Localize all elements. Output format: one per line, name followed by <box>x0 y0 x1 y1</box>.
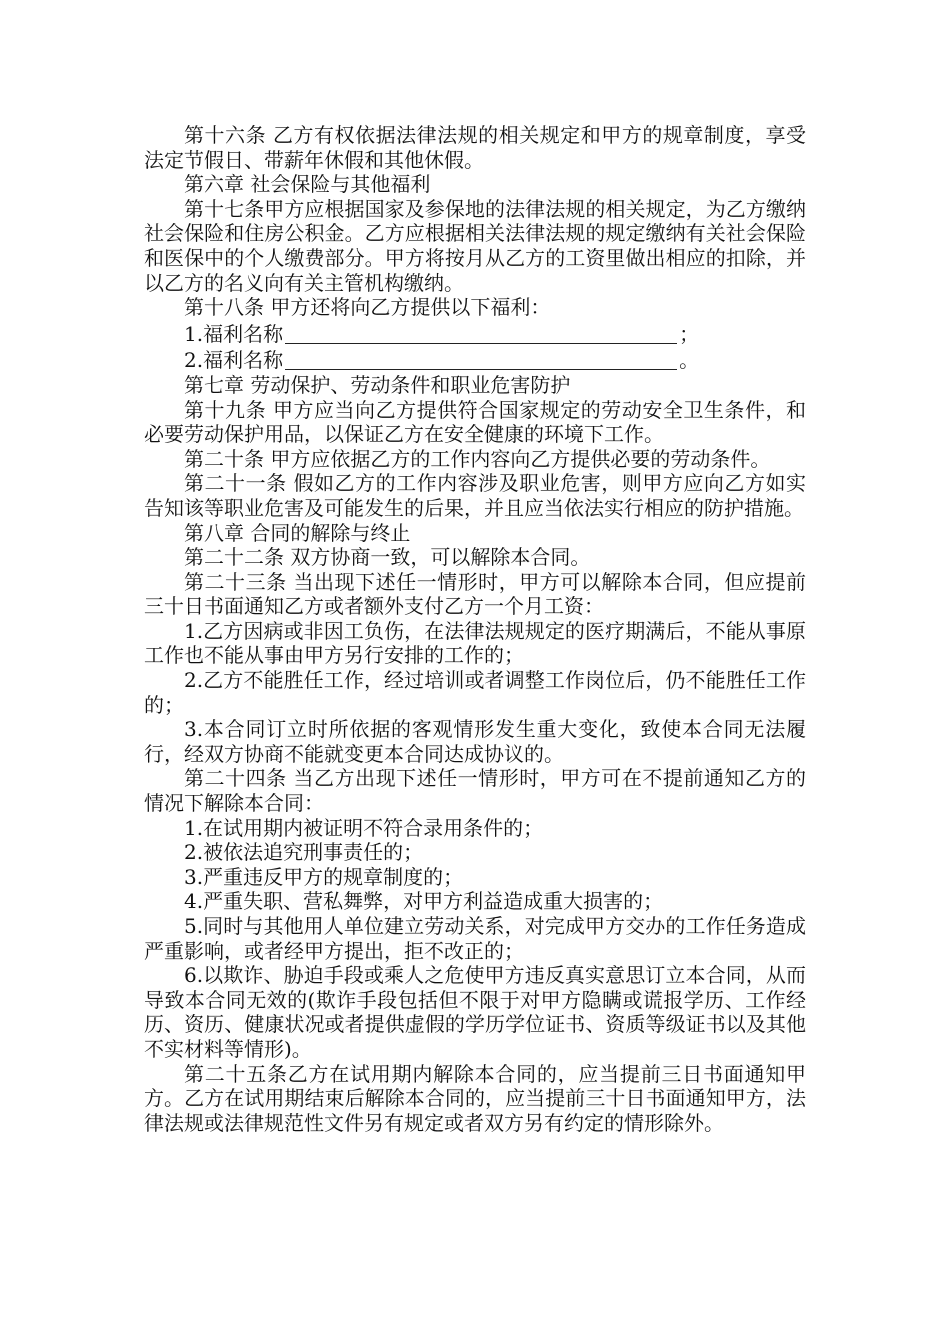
article-23-item-2: 2.乙方不能胜任工作，经过培训或者调整工作岗位后，仍不能胜任工作的； <box>144 668 806 717</box>
article-16: 第十六条 乙方有权依据法律法规的相关规定和甲方的规章制度，享受法定节假日、带薪年休假和其他休假。 <box>144 123 806 172</box>
chapter-6-heading: 第六章 社会保险与其他福利 <box>184 172 431 197</box>
article-23: 第二十三条 当出现下述任一情形时，甲方可以解除本合同，但应提前三十日书面通知乙方或者额外支付乙方一个月工资： <box>144 569 806 619</box>
article-23-item-3: 3.本合同订立时所依据的客观情形发生重大变化，致使本合同无法履行，经双方协商不能就变更本合同达成协议的。 <box>144 717 806 766</box>
article-22: 第二十二条 双方协商一致，可以解除本合同。 <box>184 545 591 570</box>
article-24-item-2: 2.被依法追究刑事责任的； <box>184 840 424 865</box>
blank-fill-line <box>285 323 677 344</box>
document-body <box>144 123 806 1135</box>
article-24-item-6: 6.以欺诈、胁迫手段或乘人之危使甲方违反真实意思订立本合同，从而导致本合同无效的(欺诈手段包括但不限于对甲方隐瞒或谎报学历、工作经历、资历、健康状况或者提供虚假的学历学位证书、资质等级证书以及其他不实材料等情形)。 <box>144 963 806 1061</box>
article-18: 第十八条 甲方还将向乙方提供以下福利： <box>184 295 551 320</box>
article-19: 第十九条 甲方应当向乙方提供符合国家规定的劳动安全卫生条件，和必要劳动保护用品，以保证乙方在安全健康的环境下工作。 <box>144 397 806 447</box>
article-23-item-1: 1.乙方因病或非因工负伤，在法律法规规定的医疗期满后，不能从事原工作也不能从事由甲方另行安排的工作的； <box>144 618 806 668</box>
article-24-item-3: 3.严重违反甲方的规章制度的； <box>184 864 464 889</box>
article-24-item-5: 5.同时与其他用人单位建立劳动关系，对完成甲方交办的工作任务造成严重影响，或者经甲方提出，拒不改正的； <box>144 914 806 963</box>
article-21: 第二十一条 假如乙方的工作内容涉及职业危害，则甲方应向乙方如实告知该等职业危害及可能发生的后果，并且应当依法实行相应的防护措施。 <box>144 471 806 520</box>
article-25: 第二十五条乙方在试用期内解除本合同的，应当提前三日书面通知甲方。乙方在试用期结束后解除本合同的，应当提前三十日书面通知甲方，法律法规或法律规范性文件另有规定或者双方另有约定的情形除外。 <box>144 1061 806 1135</box>
benefit-line-1 <box>144 320 806 347</box>
benefit-label: 2.福利名称 <box>184 348 284 373</box>
article-17: 第十七条甲方应根据国家及参保地的法律法规的相关规定，为乙方缴纳社会保险和住房公积金。乙方应根据相关法律法规的规定缴纳有关社会保险和医保中的个人缴费部分。甲方将按月从乙方的工资里做出相应的扣除，并以乙方的名义向有关主管机构缴纳。 <box>144 196 806 295</box>
article-24: 第二十四条 当乙方出现下述任一情形时，甲方可在不提前通知乙方的情况下解除本合同： <box>144 766 806 816</box>
chapter-8-heading: 第八章 合同的解除与终止 <box>184 520 411 545</box>
article-24-item-1: 1.在试用期内被证明不符合录用条件的； <box>184 815 544 840</box>
blank-fill-line <box>285 349 677 370</box>
article-20: 第二十条 甲方应依据乙方的工作内容向乙方提供必要的劳动条件。 <box>184 446 771 471</box>
benefit-line-2 <box>144 346 806 373</box>
benefit-end-mark: 。 <box>679 348 700 373</box>
chapter-7-heading: 第七章 劳动保护、劳动条件和职业危害防护 <box>184 372 571 397</box>
article-24-item-4: 4.严重失职、营私舞弊，对甲方利益造成重大损害的； <box>184 889 664 914</box>
benefit-end-mark: ； <box>679 321 700 346</box>
benefit-label: 1.福利名称 <box>184 321 284 346</box>
